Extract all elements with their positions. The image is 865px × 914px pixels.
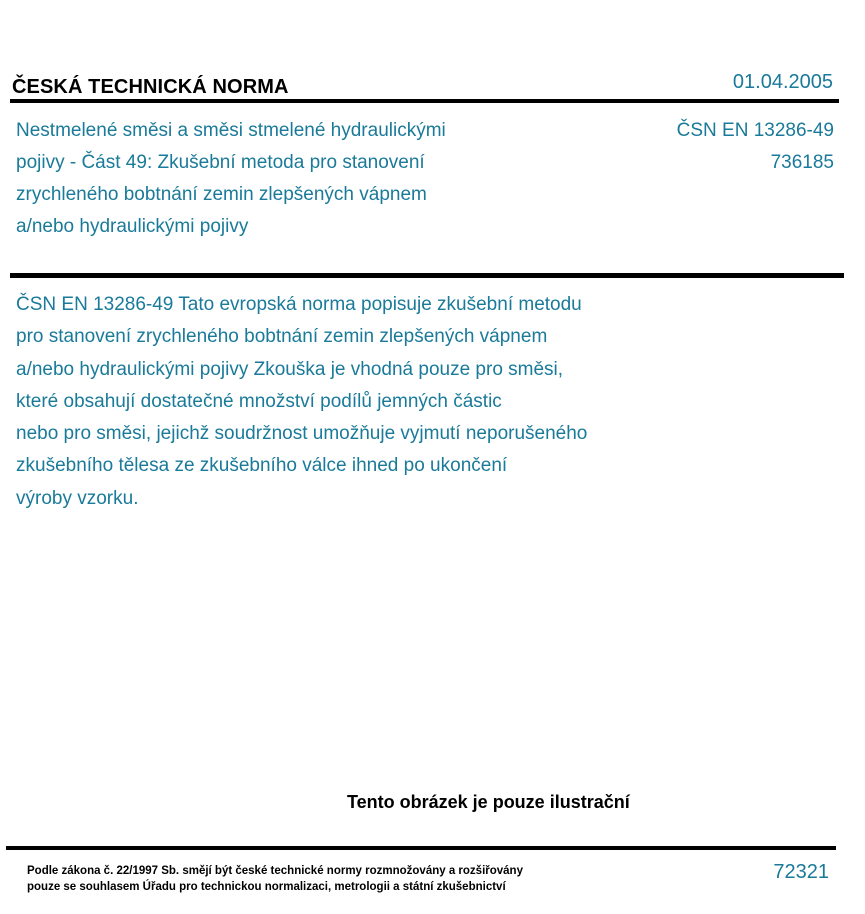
standard-title-line: zrychleného bobtnání zemin zlepšených vápnem (16, 184, 427, 205)
document-header-title: ČESKÁ TECHNICKÁ NORMA (12, 76, 289, 98)
legal-notice-line: pouze se souhlasem Úřadu pro technickou normalizaci, metrologii a státní zkušebnictví (27, 881, 506, 893)
standard-title-line: Nestmelené směsi a směsi stmelené hydraulickými (16, 120, 446, 141)
legal-notice-line: Podle zákona č. 22/1997 Sb. smějí být české technické normy rozmnožovány a rozšiřovány (27, 865, 523, 877)
standard-title-line: pojivy - Část 49: Zkušební metoda pro stanovení (16, 152, 425, 173)
abstract-line: pro stanovení zrychleného bobtnání zemin zlepšených vápnem (16, 326, 548, 348)
document-number: 72321 (773, 861, 829, 883)
legal-notice (27, 863, 523, 895)
standard-identifiers (677, 115, 834, 179)
abstract-line: výroby vzorku. (16, 487, 139, 509)
issue-date: 01.04.2005 (732, 71, 833, 93)
classification-number: 736185 (770, 152, 834, 173)
abstract-line: ČSN EN 13286-49 Tato evropská norma popisuje zkušební metodu (16, 294, 582, 315)
abstract-line: které obsahují dostatečné množství podílů jemných částic (16, 390, 502, 412)
illustration-note: Tento obrázek je pouze ilustrační (347, 792, 630, 812)
header-divider (10, 99, 839, 103)
abstract-line: zkušebního tělesa ze zkušebního válce ihned po ukončení (16, 455, 508, 477)
section-divider (10, 273, 844, 278)
standard-title-line: a/nebo hydraulickými pojivy (16, 216, 249, 237)
footer-divider (6, 846, 836, 850)
abstract-line: a/nebo hydraulickými pojivy Zkouška je vhodná pouze pro směsi, (16, 358, 564, 380)
abstract-line: nebo pro směsi, jejichž soudržnost umožňuje vyjmutí neporušeného (16, 423, 588, 445)
standard-designation: ČSN EN 13286-49 (676, 120, 834, 141)
abstract-text (16, 289, 587, 515)
standard-title (16, 115, 446, 243)
